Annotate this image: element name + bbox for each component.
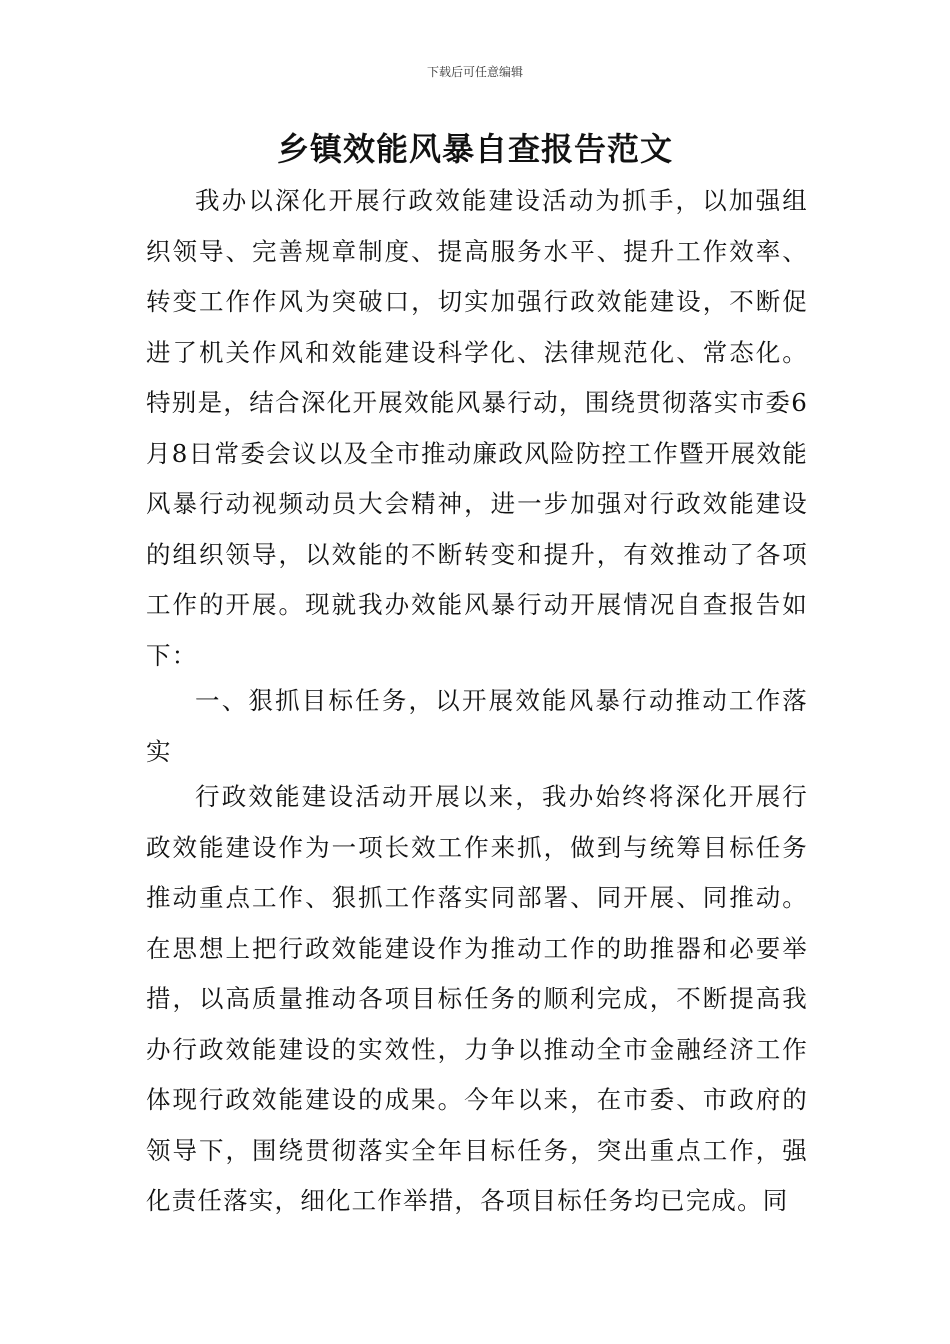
- header-note: 下载后可任意编辑: [426, 65, 523, 79]
- document-title: 乡镇效能风暴自查报告范文: [276, 130, 673, 168]
- body-paragraph-section-1: [146, 772, 808, 1227]
- body-paragraph-intro: [146, 176, 808, 681]
- section-heading-1: [146, 676, 808, 777]
- section-heading-text: 一、狠抓目标任务，以开展效能风暴行动推动工作落实: [146, 686, 808, 766]
- paragraph-text: 行政效能建设活动开展以来，我办始终将深化开展行政效能建设作为一项长效工作来抓，做到与统筹目标任务推动重点工作、狠抓工作落实同部署、同开展、同推动。在思想上把行政效能建设作为推动工作的助推器和必要举措，以高质量推动各项目标任务的顺利完成，不断提高我办行政效能建设的实效性，力争以推动全市金融经济工作体现行政效能建设的成果。今年以来，在市委、市政府的领导下，围绕贯彻落实全年目标任务，突出重点工作，强化责任落实，细化工作举措，各项目标任务均已完成。同: [146, 782, 808, 1215]
- paragraph-text: 我办以深化开展行政效能建设活动为抓手，以加强组织领导、完善规章制度、提高服务水平、提升工作效率、转变工作作风为突破口，切实加强行政效能建设，不断促进了机关作风和效能建设科学化、法律规范化、常态化。特别是，结合深化开展效能风暴行动，围绕贯彻落实市委6月8日常委会议以及全市推动廉政风险防控工作暨开展效能风暴行动视频动员大会精神，进一步加强对行政效能建设的组织领导，以效能的不断转变和提升，有效推动了各项工作的开展。现就我办效能风暴行动开展情况自查报告如下：: [146, 186, 808, 670]
